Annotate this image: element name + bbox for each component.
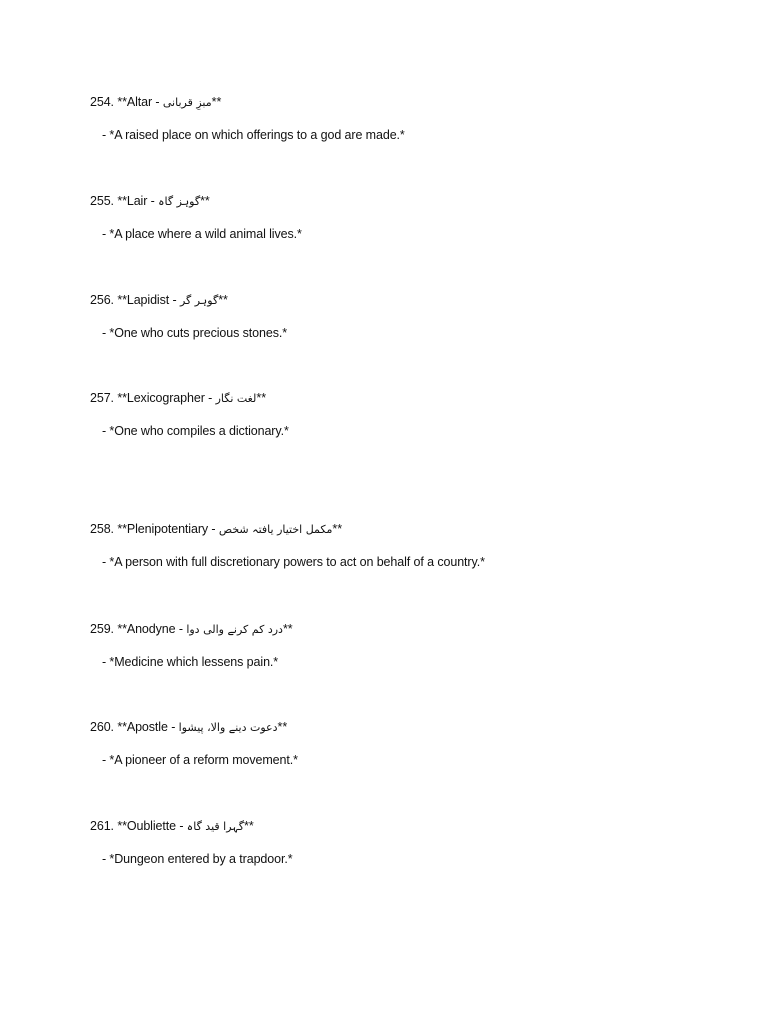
entry-word: **Plenipotentiary - [117, 522, 219, 536]
entry-urdu-translation: گہرا قید گاہ [186, 820, 244, 833]
entry-markup-close: ** [218, 293, 228, 307]
entry-definition: - *A raised place on which offerings to a god are made.* [102, 128, 405, 142]
entry-urdu-translation: مبزِ قربانی [162, 96, 212, 109]
entry-urdu-translation: گوہز گاہ [158, 195, 201, 208]
entry-definition: - *One who compiles a dictionary.* [102, 424, 289, 438]
entry-urdu-translation: درد کم کرنے والی دوا [186, 623, 283, 636]
entry-definition: - *Dungeon entered by a trapdoor.* [102, 852, 293, 866]
entry-word: **Altar - [117, 95, 163, 109]
entry-word: **Lapidist - [117, 293, 180, 307]
entry-word: **Oubliette - [117, 819, 187, 833]
entry-definition: - *One who cuts precious stones.* [102, 326, 287, 340]
entry-markup-close: ** [256, 391, 267, 405]
entry-markup-close: ** [211, 95, 222, 109]
entry-definition: - *A person with full discretionary powers to act on behalf of a country.* [102, 555, 485, 569]
entry-definition: - *A place where a wild animal lives.* [102, 227, 302, 241]
entry-word: **Apostle - [117, 720, 179, 734]
entry-number: 259. [90, 622, 114, 636]
entry-heading [90, 94, 221, 111]
entry-markup-close: ** [277, 720, 288, 734]
entry-number: 255. [90, 194, 114, 208]
entry-markup-close: ** [332, 522, 343, 536]
entry-number: 256. [90, 293, 114, 307]
entry-heading [90, 193, 210, 210]
entry-definition: - *A pioneer of a reform movement.* [102, 753, 298, 767]
entry-urdu-translation: گوہر گر [179, 294, 219, 307]
entry-number: 254. [90, 95, 114, 109]
entry-heading [90, 390, 266, 407]
entry-heading [90, 719, 287, 736]
entry-markup-close: ** [200, 194, 210, 208]
entry-heading [90, 521, 342, 538]
entry-heading [90, 292, 228, 309]
entry-word: **Anodyne - [117, 622, 187, 636]
entry-markup-close: ** [243, 819, 254, 833]
entry-markup-close: ** [282, 622, 293, 636]
entry-number: 257. [90, 391, 114, 405]
entry-definition: - *Medicine which lessens pain.* [102, 655, 279, 669]
entry-word: **Lexicographer - [117, 391, 216, 405]
entry-number: 258. [90, 522, 114, 536]
entry-urdu-translation: مکمل اختیار یافتہ شخص [218, 523, 333, 536]
entry-number: 260. [90, 720, 114, 734]
entry-number: 261. [90, 819, 114, 833]
entry-word: **Lair - [117, 194, 159, 208]
entry-urdu-translation: دعوت دینے والا، پیشوا [178, 721, 278, 734]
entry-heading [90, 621, 293, 638]
entry-heading [90, 818, 254, 835]
entry-urdu-translation: لغت نگار [215, 392, 257, 405]
